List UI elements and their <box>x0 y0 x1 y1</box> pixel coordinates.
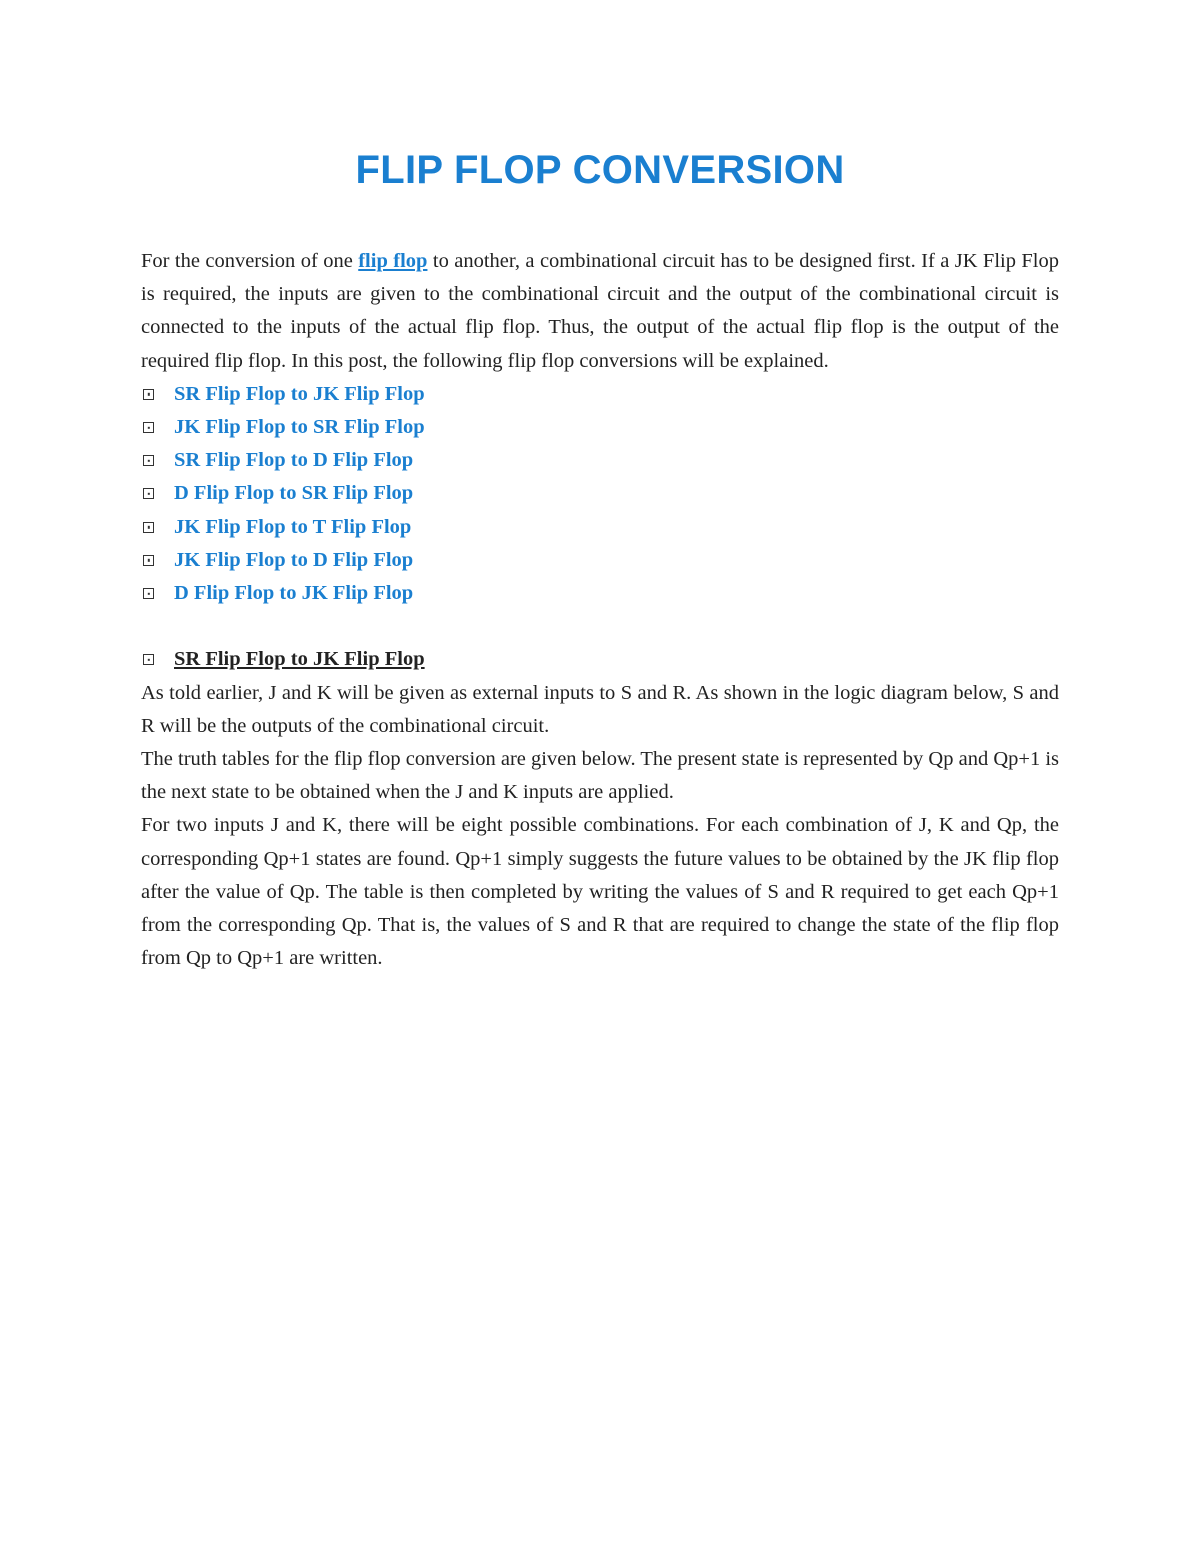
square-bullet-icon <box>143 522 154 533</box>
list-item <box>141 511 1059 544</box>
list-item <box>141 378 1059 411</box>
list-item <box>141 411 1059 444</box>
list-item <box>141 544 1059 577</box>
list-item <box>141 477 1059 510</box>
square-bullet-icon <box>143 455 154 466</box>
square-bullet-icon <box>143 555 154 566</box>
square-bullet-icon <box>143 389 154 400</box>
square-bullet-icon <box>143 488 154 499</box>
section-paragraph-1: As told earlier, J and K will be given as external inputs to S and R. As shown in the logic diagram below, S and R will be the outputs of the combinational circuit. <box>141 681 1059 737</box>
section-paragraph-2: The truth tables for the flip flop conversion are given below. The present state is represented by Qp and Qp+1 is the next state to be obtained when the J and K inputs are applied. <box>141 747 1059 804</box>
conversion-link-jk-to-t[interactable]: JK Flip Flop to T Flip Flop <box>174 515 412 538</box>
intro-paragraph <box>141 245 1059 378</box>
intro-text-rest: to another, a combinational circuit has to be designed first. If a JK Flip Flop is required, the inputs are given to the combinational circuit and the output of the combinational circuit is connected to the inputs of the actual flip flop. Thus, the output of the actual flip flop is the output of the required flip flop. In this post, the following flip flop conversions will be explained. <box>141 250 1059 372</box>
conversion-link-sr-to-jk[interactable]: SR Flip Flop to JK Flip Flop <box>174 382 425 405</box>
flip-flop-link[interactable]: flip flop <box>358 250 428 272</box>
conversion-link-jk-to-sr[interactable]: JK Flip Flop to SR Flip Flop <box>174 416 425 438</box>
list-item <box>141 577 1059 610</box>
conversion-link-d-to-sr[interactable]: D Flip Flop to SR Flip Flop <box>174 482 414 505</box>
square-bullet-icon <box>143 588 154 599</box>
list-item <box>141 444 1059 477</box>
page-title: FLIP FLOP CONVERSION <box>355 148 845 192</box>
section-paragraph-3: For two inputs J and K, there will be eight possible combinations. For each combination of J, K and Qp, the corresponding Qp+1 states are found. Qp+1 simply suggests the future values to be obtained by the JK flip flop after the value of Qp. The table is then completed by writing the values of S and R required to get each Qp+1 from the corresponding Qp. That is, the values of S and R that are required to change the state of the flip flop from Qp to Qp+1 are written. <box>141 814 1059 970</box>
conversion-link-jk-to-d[interactable]: JK Flip Flop to D Flip Flop <box>174 548 414 571</box>
section-heading-text: SR Flip Flop to JK Flip Flop <box>174 648 425 671</box>
intro-text-start: For the conversion of one <box>141 250 359 272</box>
blank-line <box>141 610 1059 643</box>
section-heading <box>141 643 1059 676</box>
square-bullet-icon <box>143 654 154 665</box>
square-bullet-icon <box>143 422 154 433</box>
conversion-list <box>141 378 1059 610</box>
document-content <box>141 140 1059 975</box>
conversion-link-d-to-jk[interactable]: D Flip Flop to JK Flip Flop <box>174 581 414 604</box>
conversion-link-sr-to-d[interactable]: SR Flip Flop to D Flip Flop <box>174 449 414 472</box>
